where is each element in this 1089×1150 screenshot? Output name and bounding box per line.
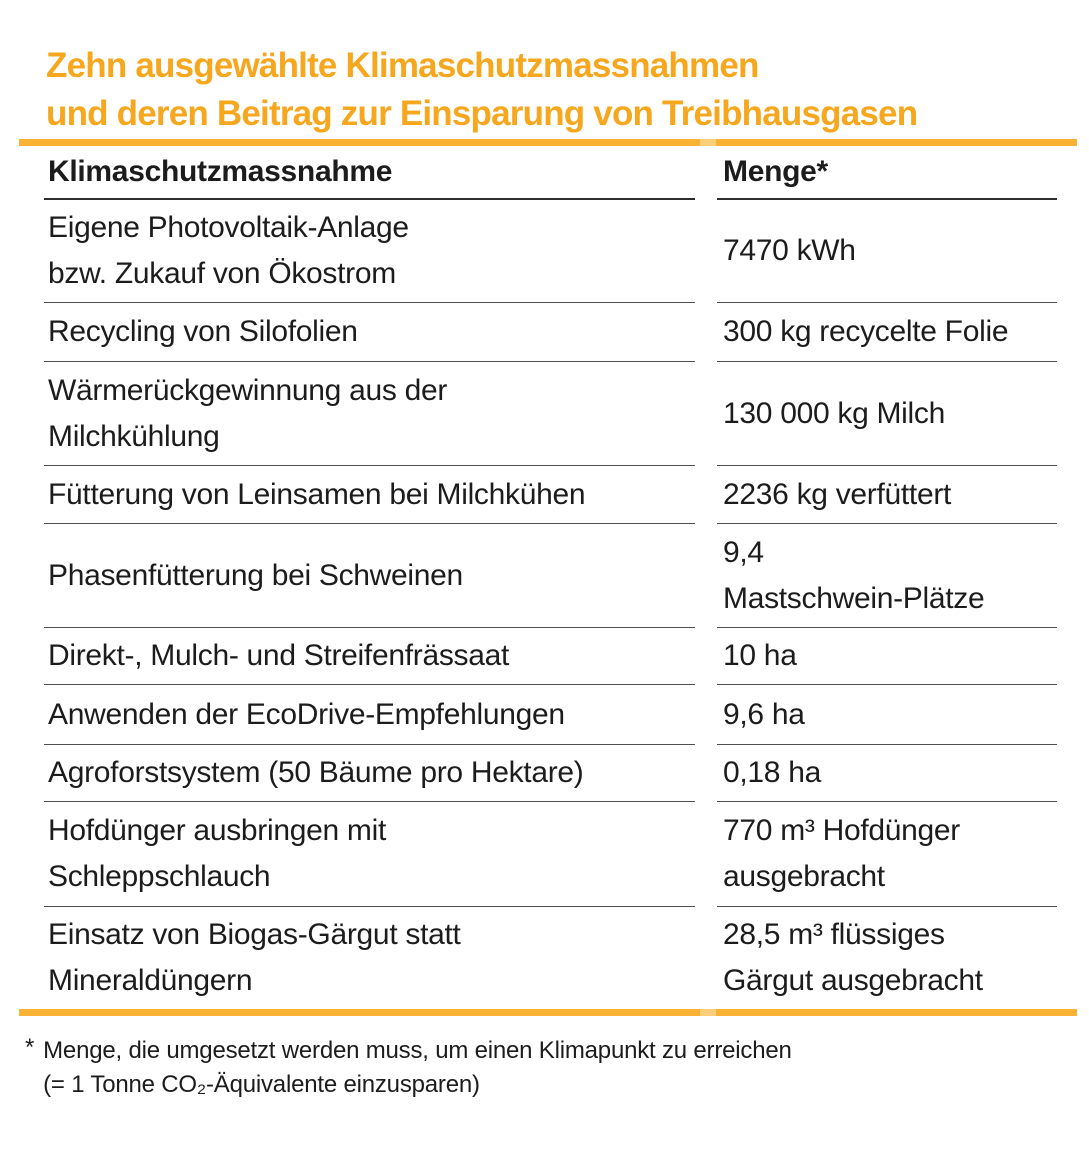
measure-cell (44, 362, 695, 466)
footnote-text (43, 1034, 792, 1102)
table-row (44, 907, 1057, 1009)
measure-cell (44, 685, 695, 745)
table-row (44, 745, 1057, 802)
measure-cell (44, 200, 695, 303)
table-row (44, 303, 1057, 362)
value-line: Mastschwein-Plätze (723, 581, 985, 615)
value-cell (717, 524, 1057, 628)
bottom-rule (19, 1009, 1077, 1016)
value-line: 0,18 ha (723, 756, 821, 789)
header-measure: Klimaschutzmassnahme (44, 146, 695, 200)
value-line: 7470 kWh (723, 234, 856, 267)
measure-line: bzw. Zukauf von Ökostrom (48, 257, 396, 290)
value-line: Gärgut ausgebracht (723, 964, 983, 997)
measure-cell (44, 802, 695, 907)
measure-line: Mineraldüngern (48, 964, 253, 997)
title-rule-gap (700, 139, 716, 146)
table-row (44, 685, 1057, 745)
measure-line: Fütterung von Leinsamen bei Milchkühen (48, 477, 586, 511)
value-line: ausgebracht (723, 860, 885, 893)
measure-line: Direkt-, Mulch- und Streifenfrässaat (48, 639, 510, 672)
value-cell (717, 466, 1057, 524)
table-row (44, 802, 1057, 907)
value-line: 770 m³ Hofdünger (723, 814, 961, 847)
value-cell (717, 362, 1057, 466)
value-cell (717, 628, 1057, 685)
measure-cell (44, 907, 695, 1009)
value-line: 300 kg recycelte Folie (723, 315, 1009, 348)
value-line: 9,4 (723, 535, 764, 569)
table-row (44, 200, 1057, 303)
value-cell (717, 745, 1057, 802)
page-title-line-2: und deren Beitrag zur Einsparung von Treibhausgasen (46, 94, 918, 133)
footnote-line-1: Menge, die umgesetzt werden muss, um einen Klimapunkt zu erreichen (43, 1037, 792, 1064)
table-row (44, 524, 1057, 628)
table-row (44, 466, 1057, 524)
footnote-line-2: (= 1 Tonne CO₂-Äquivalente einzusparen) (43, 1071, 480, 1098)
page-title (46, 42, 917, 138)
footnote (25, 1034, 792, 1102)
measure-line: Hofdünger ausbringen mit (48, 814, 387, 847)
header-quantity: Menge* (717, 146, 1057, 200)
measure-cell (44, 745, 695, 802)
measure-cell (44, 628, 695, 685)
climate-measures-table (44, 146, 1057, 1009)
page-title-line-1: Zehn ausgewählte Klimaschutzmassnahmen (46, 46, 759, 85)
value-line: 9,6 ha (723, 697, 805, 731)
measure-cell (44, 303, 695, 362)
value-line: 10 ha (723, 639, 797, 672)
value-cell (717, 685, 1057, 745)
table-row (44, 628, 1057, 685)
measure-line: Schleppschlauch (48, 860, 271, 893)
measure-line: Agroforstsystem (50 Bäume pro Hektare) (48, 756, 584, 789)
measure-cell (44, 524, 695, 628)
measure-line: Einsatz von Biogas-Gärgut statt (48, 918, 461, 951)
footnote-asterisk: * (25, 1034, 35, 1061)
measure-line: Anwenden der EcoDrive-Empfehlungen (48, 697, 565, 731)
value-cell (717, 303, 1057, 362)
value-line: 130 000 kg Milch (723, 396, 946, 430)
value-cell (717, 200, 1057, 303)
value-line: 28,5 m³ flüssiges (723, 918, 945, 951)
measure-line: Wärmerückgewinnung aus der (48, 373, 448, 407)
header-row (44, 146, 1057, 200)
measure-line: Recycling von Silofolien (48, 315, 358, 348)
value-cell (717, 802, 1057, 907)
measure-line: Eigene Photovoltaik-Anlage (48, 211, 409, 244)
value-line: 2236 kg verfüttert (723, 477, 952, 511)
value-cell (717, 907, 1057, 1009)
table-row (44, 362, 1057, 466)
bottom-rule-gap (700, 1009, 716, 1016)
measure-cell (44, 466, 695, 524)
measure-line: Milchkühlung (48, 419, 220, 453)
title-rule (19, 139, 1077, 146)
measure-line: Phasenfütterung bei Schweinen (48, 558, 463, 592)
